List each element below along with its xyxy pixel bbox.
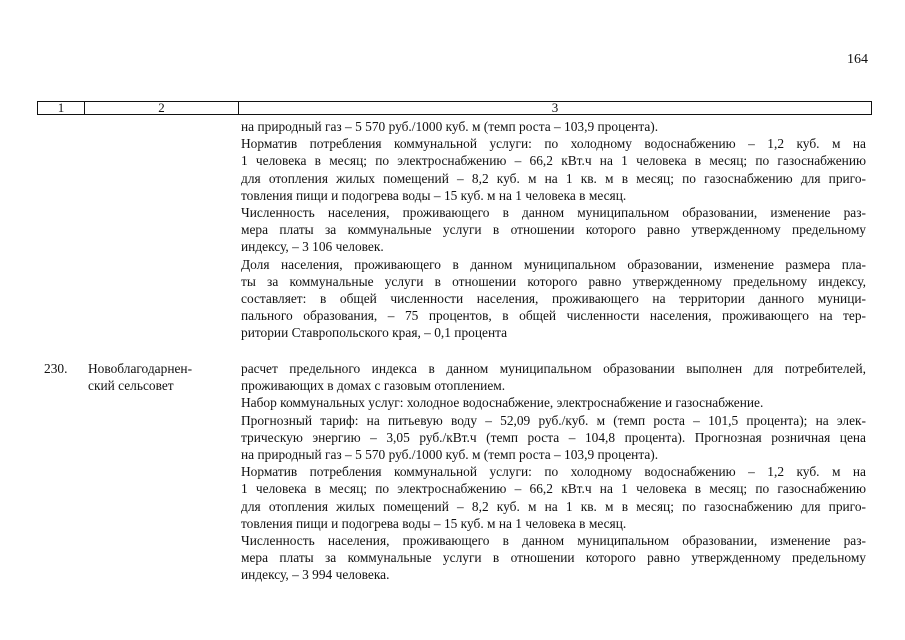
text-line: индексу, – 3 106 человек. <box>241 239 384 255</box>
text-line: Набор коммунальных услуг: холодное водоснабжение, электроснабжение и газоснабжение. <box>241 395 764 411</box>
header-col-2: 2 <box>85 102 239 114</box>
header-col-3: 3 <box>551 100 559 115</box>
text-line: проживающих в домах с газовым отоплением. <box>241 378 506 394</box>
text-line: Численность населения, проживающего в данном муниципальном образовании, изменение раз- <box>241 205 866 221</box>
page-number: 164 <box>847 52 868 67</box>
text-line: мера платы за коммунальные услуги в отношении которого равно утвержденному предельному <box>241 550 866 566</box>
text-line: 1 человека в месяц; по электроснабжению – 66,2 кВт.ч на 1 человека в месяц; по газоснабжению <box>241 153 866 169</box>
text-line: Доля населения, проживающего в данном муниципальном образовании, изменение размера пла- <box>241 256 866 272</box>
row-230-description <box>241 360 866 584</box>
municipality-name-line: Новоблагодарнен- <box>88 361 193 376</box>
text-line: трическую энергию – 3,05 руб./кВт.ч (темп роста – 104,8 процента). Прогнозная розничная цена <box>241 429 866 445</box>
text-line: расчет предельного индекса в данном муниципальном образовании выполнен для потребителей, <box>241 361 866 376</box>
text-line: для отопления жилых помещений – 8,2 куб. м на 1 кв. м в месяц; по газоснабжению для приго- <box>241 170 866 186</box>
text-line: индексу, – 3 994 человека. <box>241 567 390 583</box>
text-line: 1 человека в месяц; по электроснабжению – 66,2 кВт.ч на 1 человека в месяц; по газоснабжению <box>241 481 866 497</box>
text-line: Численность населения, проживающего в данном муниципальном образовании, изменение раз- <box>241 533 866 549</box>
text-line: товления пищи и подогрева воды – 15 куб. м на 1 человека в месяц. <box>241 187 627 203</box>
row230-text <box>241 360 866 584</box>
text-line: ты за коммунальные услуги в отношении которого равно утвержденному предельному индексу, <box>241 273 866 289</box>
text-line: Прогнозный тариф: на питьевую воду – 52,09 руб./куб. м (темп роста – 101,5 процента); на элек- <box>241 412 866 428</box>
text-line: Норматив потребления коммунальной услуги: по холодному водоснабжению – 1,2 куб. м на <box>241 136 866 152</box>
text-line: пального образования, – 75 процентов, в общей численности населения, проживающего на тер- <box>241 308 866 324</box>
previous-entry-continuation <box>241 118 866 342</box>
text-line: для отопления жилых помещений – 8,2 куб. м на 1 кв. м в месяц; по газоснабжению для приго- <box>241 498 866 514</box>
block1-text <box>241 118 866 342</box>
text-line: товления пищи и подогрева воды – 15 куб. м на 1 человека в месяц. <box>241 515 627 531</box>
text-line: мера платы за коммунальные услуги в отношении которого равно утвержденному предельному <box>241 222 866 238</box>
text-line: ритории Ставропольского края, – 0,1 процента <box>241 325 508 341</box>
text-line: на природный газ – 5 570 руб./1000 куб. м (темп роста – 103,9 процента). <box>241 447 659 463</box>
municipality-name-line: ский сельсовет <box>88 378 174 394</box>
text-line: составляет: в общей численности населения, проживающего на территории данного муници- <box>241 291 866 307</box>
table-header-row <box>37 101 872 115</box>
municipality-name <box>88 360 218 394</box>
header-col-1: 1 <box>38 102 85 114</box>
row-number: 230. <box>44 361 68 376</box>
text-line: Норматив потребления коммунальной услуги: по холодному водоснабжению – 1,2 куб. м на <box>241 464 866 480</box>
text-line: на природный газ – 5 570 руб./1000 куб. м (темп роста – 103,9 процента). <box>241 119 659 134</box>
